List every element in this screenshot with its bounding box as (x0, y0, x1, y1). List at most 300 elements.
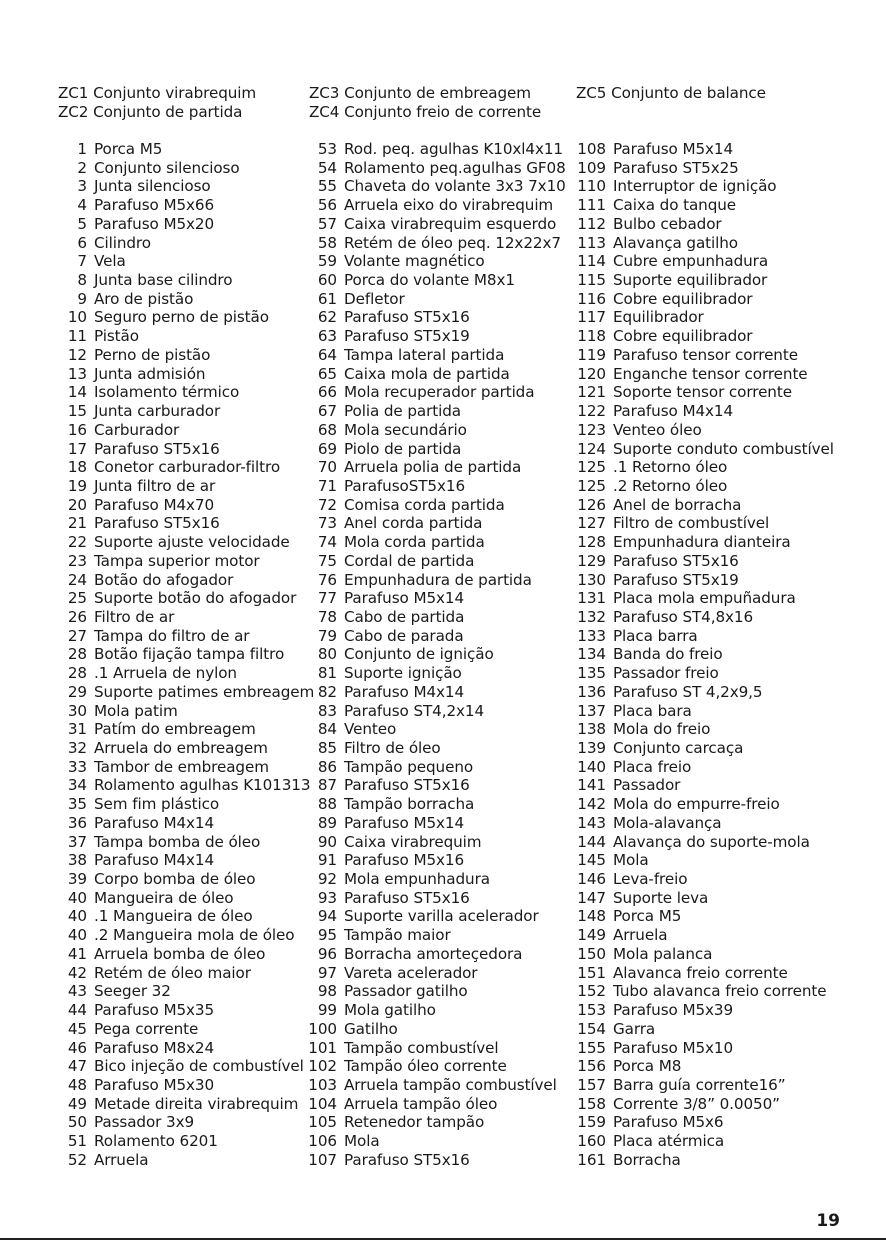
part-row (576, 645, 834, 664)
part-name: Tambor de embreagem (94, 757, 269, 776)
part-row (307, 234, 566, 253)
part-row (576, 833, 834, 852)
part-number: 50 (67, 1113, 87, 1132)
part-number: 7 (77, 252, 87, 271)
part-number: 83 (317, 701, 337, 720)
part-name: Filtro de combustível (613, 514, 770, 533)
part-row (576, 458, 834, 477)
part-name: Conetor carburador-filtro (94, 458, 281, 477)
part-name: Metade direita virabrequim (94, 1094, 299, 1113)
part-name: Bico injeção de combustível (94, 1057, 304, 1076)
part-name: Interruptor de ignição (613, 177, 777, 196)
part-number: 63 (317, 327, 337, 346)
part-row (576, 1113, 834, 1132)
part-number: 130 (577, 570, 606, 589)
part-name: Mola secundário (344, 420, 467, 439)
part-name: Suporte ignição (344, 664, 462, 683)
part-name: Suporte botão do afogador (94, 589, 297, 608)
part-row (58, 776, 314, 795)
part-name: Defletor (344, 289, 405, 308)
part-row (576, 814, 834, 833)
part-name: Porca do volante M8x1 (344, 271, 515, 290)
group-header-col-3 (576, 84, 766, 103)
part-row (576, 739, 834, 758)
part-name: Tampa superior motor (94, 551, 260, 570)
part-number: 21 (67, 514, 87, 533)
part-number: 142 (577, 795, 606, 814)
part-row (58, 177, 314, 196)
part-name: Caixa do tanque (613, 196, 737, 215)
part-name: Pega corrente (94, 1019, 199, 1038)
part-name: Caixa virabrequim (344, 832, 482, 851)
part-number: 81 (317, 664, 337, 683)
group-header-col-1 (58, 84, 256, 121)
part-number: 2 (77, 158, 87, 177)
group-header: ZC3 Conjunto de embreagem (309, 84, 531, 102)
part-row (58, 926, 314, 945)
part-name: Passador freio (613, 664, 719, 683)
part-name: Cabo de parada (344, 626, 464, 645)
part-number: 123 (577, 420, 606, 439)
part-number: 104 (308, 1094, 337, 1113)
part-name: Parafuso M5x35 (94, 1001, 215, 1020)
part-name: Anel corda partida (344, 514, 483, 533)
part-number: 39 (67, 870, 87, 889)
part-number: 68 (317, 420, 337, 439)
part-row (576, 496, 834, 515)
part-name: Parafuso M8x24 (94, 1038, 215, 1057)
part-number: 90 (317, 832, 337, 851)
part-row (58, 346, 314, 365)
part-name: Anel de borracha (613, 495, 742, 514)
part-number: 6 (77, 233, 87, 252)
part-row (576, 627, 834, 646)
part-row (576, 795, 834, 814)
part-name: Placa freio (613, 757, 692, 776)
part-name: Parafuso tensor corrente (613, 345, 798, 364)
part-row (576, 926, 834, 945)
part-number: 106 (308, 1132, 337, 1151)
part-number: 151 (577, 963, 606, 982)
part-number: 30 (67, 701, 87, 720)
part-number: 121 (577, 383, 606, 402)
part-row (58, 496, 314, 515)
part-row (307, 402, 566, 421)
part-row (58, 758, 314, 777)
part-name: Passador (613, 776, 681, 795)
part-number: 65 (317, 364, 337, 383)
part-number: 14 (67, 383, 87, 402)
part-row (58, 458, 314, 477)
part-row (307, 683, 566, 702)
part-name: Parafuso ST5x16 (94, 439, 220, 458)
part-name: Banda do freio (613, 645, 723, 664)
part-name: Venteo óleo (613, 420, 702, 439)
group-header: ZC1 Conjunto virabrequim (58, 84, 257, 102)
part-name: Mola (613, 851, 649, 870)
part-row (307, 907, 566, 926)
part-number: 143 (577, 813, 606, 832)
part-number: 22 (67, 533, 87, 552)
part-row (307, 645, 566, 664)
part-name: Parafuso ST5x16 (344, 776, 470, 795)
part-name: Rod. peq. agulhas K10xl4x11 (344, 140, 563, 158)
part-number: 134 (577, 645, 606, 664)
part-number: 100 (308, 1019, 337, 1038)
part-number: 125 (577, 476, 606, 495)
part-row (58, 215, 314, 234)
part-name: Borracha (613, 1150, 681, 1169)
part-row (576, 327, 834, 346)
part-name: Tampa do filtro de ar (94, 626, 250, 645)
part-name: Tampão pequeno (344, 757, 474, 776)
part-number: 10 (67, 308, 87, 327)
part-number: 20 (67, 495, 87, 514)
part-row (576, 889, 834, 908)
part-name: Tampão borracha (344, 795, 475, 814)
part-number: 70 (317, 458, 337, 477)
part-number: 37 (67, 832, 87, 851)
part-name: Soporte tensor corrente (613, 383, 792, 402)
part-name: Borracha amorteçedora (344, 944, 523, 963)
part-number: 128 (577, 533, 606, 552)
part-row (58, 440, 314, 459)
part-row (58, 571, 314, 590)
part-name: Mangueira de óleo (94, 888, 234, 907)
part-name: Cilindro (94, 233, 151, 252)
parts-list-col-2 (307, 140, 566, 1170)
part-name: Junta silencioso (94, 177, 211, 196)
part-number: 122 (577, 402, 606, 421)
part-row (58, 1113, 314, 1132)
part-row (58, 234, 314, 253)
part-name: Parafuso ST5x16 (344, 308, 470, 327)
part-number: 33 (67, 757, 87, 776)
part-name: Placa barra (613, 626, 698, 645)
part-name: Tampão combustível (344, 1038, 499, 1057)
part-number: 8 (77, 271, 87, 290)
part-row (307, 1039, 566, 1058)
part-name: Mola empunhadura (344, 870, 490, 889)
part-name: Parafuso M5x16 (344, 851, 465, 870)
part-row (58, 1039, 314, 1058)
part-number: 75 (317, 551, 337, 570)
part-name: Placa bara (613, 701, 692, 720)
part-row (58, 1151, 314, 1170)
part-name: Parafuso M5x66 (94, 196, 215, 215)
part-number: 31 (67, 720, 87, 739)
part-number: 16 (67, 420, 87, 439)
part-name: Parafuso M5x20 (94, 214, 215, 233)
part-number: 28 (67, 645, 87, 664)
part-row (58, 889, 314, 908)
part-name: Alavanca freio corrente (613, 963, 788, 982)
part-name: Junta base cilindro (94, 271, 233, 290)
part-number: 51 (67, 1132, 87, 1151)
group-header: ZC5 Conjunto de balance (576, 84, 766, 102)
part-number: 64 (317, 345, 337, 364)
part-name: .1 Retorno óleo (613, 458, 728, 477)
part-number: 62 (317, 308, 337, 327)
part-name: Conjunto de ignição (344, 645, 494, 664)
part-row (576, 402, 834, 421)
parts-list-col-3 (576, 140, 834, 1170)
part-number: 45 (67, 1019, 87, 1038)
part-row (576, 683, 834, 702)
part-number: 139 (577, 739, 606, 757)
part-number: 149 (577, 926, 606, 945)
part-name: Arruela (94, 1150, 149, 1169)
part-name: Parafuso M5x14 (344, 589, 465, 608)
part-row (307, 421, 566, 440)
part-row (307, 608, 566, 627)
part-name: Parafuso M5x30 (94, 1075, 215, 1094)
part-name: Vareta acelerador (344, 963, 478, 982)
part-row (307, 870, 566, 889)
part-name: Junta filtro de ar (94, 476, 216, 495)
part-row (58, 365, 314, 384)
part-name: Suporte varilla acelerador (344, 907, 539, 926)
part-row (58, 1132, 314, 1151)
part-number: 42 (67, 963, 87, 982)
part-name: Aro de pistão (94, 289, 194, 308)
part-number: 44 (67, 1001, 87, 1020)
part-row (58, 477, 314, 496)
part-number: 101 (308, 1038, 337, 1057)
part-number: 32 (67, 739, 87, 757)
part-name: Caixa virabrequim esquerdo (344, 214, 557, 233)
part-number: 127 (577, 514, 606, 533)
part-number: 66 (317, 383, 337, 402)
part-number: 40 (67, 907, 87, 926)
part-number: 95 (317, 926, 337, 945)
part-number: 3 (77, 177, 87, 196)
part-number: 40 (67, 888, 87, 907)
part-name: Barra guía corrente16” (613, 1075, 786, 1094)
part-row (307, 252, 566, 271)
part-row (307, 1095, 566, 1114)
part-number: 115 (577, 271, 606, 290)
part-row (576, 533, 834, 552)
part-name: Cabo de partida (344, 607, 465, 626)
part-name: Tampão maior (344, 926, 451, 945)
part-name: Empunhadura de partida (344, 570, 532, 589)
part-name: Conjunto silencioso (94, 158, 240, 177)
part-number: 110 (577, 177, 606, 196)
part-row (58, 1020, 314, 1039)
part-number: 103 (308, 1075, 337, 1094)
part-row (576, 776, 834, 795)
part-number: 96 (317, 944, 337, 963)
part-number: 72 (317, 495, 337, 514)
part-name: Cordal de partida (344, 551, 475, 570)
part-name: Parafuso ST5x16 (344, 888, 470, 907)
part-number: 92 (317, 870, 337, 889)
part-name: Equilibrador (613, 308, 704, 327)
part-row (576, 421, 834, 440)
part-row (58, 833, 314, 852)
part-name: Retenedor tampão (344, 1113, 485, 1132)
part-row (307, 346, 566, 365)
part-number: 97 (317, 963, 337, 982)
part-number: 67 (317, 402, 337, 421)
part-row (307, 589, 566, 608)
part-name: Isolamento térmico (94, 383, 240, 402)
part-name: Arruela do embreagem (94, 739, 268, 757)
part-row (576, 177, 834, 196)
part-name: Leva-freio (613, 870, 688, 889)
part-row (576, 383, 834, 402)
part-row (307, 571, 566, 590)
part-name: Arruela eixo do virabrequim (344, 196, 554, 215)
part-name: ParafusoST5x16 (344, 476, 466, 495)
part-name: Parafuso M5x10 (613, 1038, 734, 1057)
part-name: Parafuso ST5x19 (344, 327, 470, 346)
part-row (576, 1151, 834, 1170)
part-name: Rolamento peq.agulhas GF08 (344, 158, 566, 177)
part-row (58, 739, 314, 758)
part-row (576, 720, 834, 739)
part-row (307, 964, 566, 983)
part-number: 43 (67, 982, 87, 1001)
part-name: Chaveta do volante 3x3 7x10 (344, 177, 566, 196)
part-number: 148 (577, 907, 606, 926)
part-number: 48 (67, 1075, 87, 1094)
part-name: Alavança do suporte-mola (613, 832, 810, 851)
part-name: Comisa corda partida (344, 495, 505, 514)
part-row (58, 702, 314, 721)
part-name: Venteo (344, 720, 397, 739)
part-number: 93 (317, 888, 337, 907)
part-name: Passador 3x9 (94, 1113, 195, 1132)
part-number: 132 (577, 607, 606, 626)
part-number: 74 (317, 533, 337, 552)
part-number: 29 (67, 682, 87, 701)
part-row (307, 271, 566, 290)
part-name: Filtro de óleo (344, 739, 441, 757)
part-number: 82 (317, 682, 337, 701)
part-row (307, 926, 566, 945)
part-name: Suporte conduto combustível (613, 439, 834, 458)
part-row (576, 234, 834, 253)
part-name: Suporte leva (613, 888, 709, 907)
part-name: Corrente 3/8” 0.0050” (613, 1094, 780, 1113)
part-row (58, 271, 314, 290)
part-name: Porca M5 (613, 907, 682, 926)
part-number: 125 (577, 458, 606, 477)
part-row (307, 477, 566, 496)
part-row (576, 271, 834, 290)
part-row (58, 664, 314, 683)
part-number: 160 (577, 1132, 606, 1151)
part-row (307, 196, 566, 215)
part-row (307, 795, 566, 814)
part-number: 140 (577, 757, 606, 776)
part-name: Caixa mola de partida (344, 364, 510, 383)
part-number: 91 (317, 851, 337, 870)
part-row (576, 1132, 834, 1151)
part-row (307, 552, 566, 571)
part-row (58, 514, 314, 533)
part-number: 52 (67, 1150, 87, 1169)
part-name: Mola recuperador partida (344, 383, 535, 402)
part-name: Mola gatilho (344, 1001, 436, 1020)
part-number: 76 (317, 570, 337, 589)
part-row (58, 795, 314, 814)
part-number: 145 (577, 851, 606, 870)
part-name: Retém de óleo peq. 12x22x7 (344, 233, 561, 252)
part-number: 117 (577, 308, 606, 327)
part-number: 25 (67, 589, 87, 608)
part-number: 9 (77, 289, 87, 308)
part-row (307, 159, 566, 178)
part-number: 111 (577, 196, 606, 215)
part-row (576, 252, 834, 271)
part-number: 58 (317, 233, 337, 252)
part-number: 55 (317, 177, 337, 196)
part-row (58, 252, 314, 271)
part-name: Seguro perno de pistão (94, 308, 269, 327)
part-number: 152 (577, 982, 606, 1001)
part-row (58, 589, 314, 608)
part-row (58, 683, 314, 702)
part-number: 13 (67, 364, 87, 383)
part-row (576, 308, 834, 327)
part-number: 157 (577, 1075, 606, 1094)
part-name: Parafuso ST4,2x14 (344, 701, 485, 720)
part-number: 116 (577, 289, 606, 308)
part-name: Vela (94, 252, 126, 271)
part-name: Retém de óleo maior (94, 963, 251, 982)
part-name: .2 Mangueira mola de óleo (94, 926, 295, 945)
part-row (307, 177, 566, 196)
part-row (307, 290, 566, 309)
part-number: 136 (577, 682, 606, 701)
part-row (576, 589, 834, 608)
part-number: 156 (577, 1057, 606, 1076)
part-row (307, 383, 566, 402)
part-number: 69 (317, 439, 337, 458)
group-header: ZC2 Conjunto de partida (58, 102, 243, 121)
part-number: 99 (317, 1001, 337, 1020)
part-row (58, 140, 314, 159)
part-name: Mola corda partida (344, 533, 485, 552)
part-row (576, 1020, 834, 1039)
part-row (576, 1039, 834, 1058)
part-number: 159 (577, 1113, 606, 1132)
part-number: 102 (308, 1057, 337, 1076)
part-name: Arruela (613, 926, 668, 945)
part-row (576, 477, 834, 496)
part-name: Cobre equilibrador (613, 289, 753, 308)
part-row (58, 290, 314, 309)
part-number: 38 (67, 851, 87, 870)
part-row (576, 664, 834, 683)
part-name: Parafuso ST5x16 (94, 514, 220, 533)
part-name: Botão fijação tampa filtro (94, 645, 285, 664)
part-name: Suporte ajuste velocidade (94, 533, 290, 552)
part-row (576, 571, 834, 590)
part-number: 49 (67, 1094, 87, 1113)
part-row (576, 1095, 834, 1114)
part-number: 54 (317, 158, 337, 177)
part-row (576, 290, 834, 309)
part-name: .1 Arruela de nylon (94, 664, 237, 683)
part-row (58, 907, 314, 926)
group-header-col-2 (309, 84, 541, 121)
part-row (576, 702, 834, 721)
part-row (58, 982, 314, 1001)
